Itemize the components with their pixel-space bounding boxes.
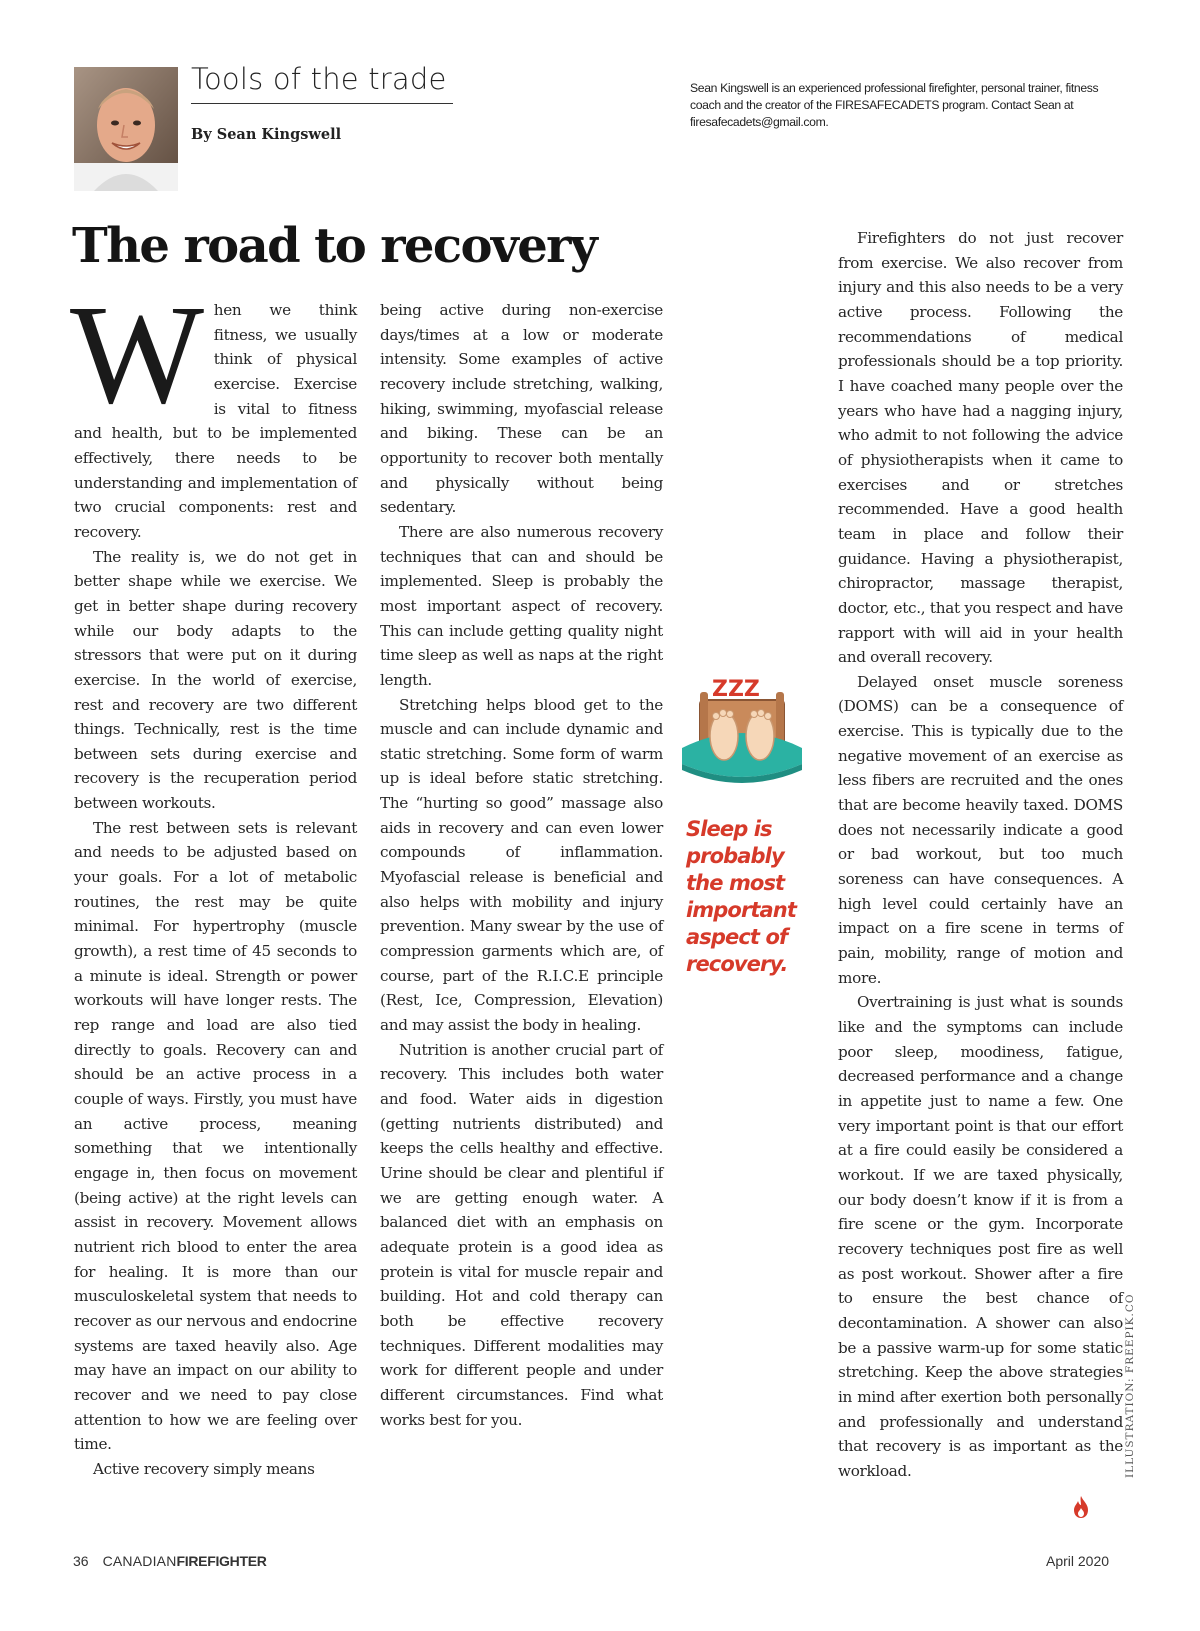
column-name: Tools of the trade <box>191 62 453 104</box>
article-paragraph: The rest between sets is relevant and needs to be adjusted based on your goals. For a lot of metabolic routines, the rest may be quite minimal. For hypertrophy (muscle growth), a rest time of 45 seconds to a minute is ideal. Strength or power workouts will have longer rests. The rep range and load are also tied directly to goals. Recovery can and should be an active process in a couple of ways. Firstly, you must have an active process, meaning something that we intentionally engage in, then focus on movement (being active) at the right levels can assist in recovery. Movement allows nutrient rich blood to enter the area for healing. It is more than our musculoskeletal system that needs to recover as our nervous and endocrine systems are taxed heavily also. Age may have an impact on our ability to recover and we need to pay close attention to how we are feeling over time. <box>74 818 357 1454</box>
page-folio <box>73 1553 267 1569</box>
article-paragraph: Delayed onset muscle soreness (DOMS) can be a consequence of exercise. This is typically due to the negative movement of an exercise as less fibers are recruited and the ones that are become heavily taxed. DOMS does not necessarily indicate a good or bad workout, but too much soreness can have consequences. A high level could certainly have an impact on a fire scene in terms of pain, mobility, range of motion and more. <box>838 672 1123 987</box>
byline: By Sean Kingswell <box>191 126 342 143</box>
article-column-1 <box>70 275 357 1482</box>
issue-date: April 2020 <box>1046 1553 1110 1569</box>
pull-quote: Sleep is probably the most important aspect of recovery. <box>686 817 796 976</box>
article-paragraph: Overtraining is just what is sounds like and the symptoms can include poor sleep, moodiness, fatigue, decreased performance and a change in appetite just to name a few. One very important point is that our effort at a fire could easily be considered a workout. If we are taxed physically, our body doesn’t know if it is from a fire scene or the gym. Incorporate recovery techniques post fire as well as post workout. Shower after a fire to ensure the best chance of decontamination. A shower can also be a passive warm-up for some static stretching. Keep the above strategies in mind after exertion both personally and professionally and understand that recovery is as important as the workload. <box>838 993 1123 1480</box>
article-paragraph: being active during non-exercise days/times at a low or moderate intensity. Some examples of active recovery include stretching, walking, hiking, swimming, myofascial release and biking. These can be an opportunity to recover both mentally and physically without being sedentary. <box>380 301 663 517</box>
article-paragraph <box>70 275 357 545</box>
magazine-name-part1: CANADIAN <box>102 1553 177 1569</box>
article-paragraph: Active recovery simply means <box>93 1459 315 1478</box>
sleep-illustration <box>678 678 806 790</box>
article-column-2 <box>380 298 663 1432</box>
illustration-credit: ILLUSTRATION: FREEPIK.CO <box>1124 1293 1136 1478</box>
article-paragraph: Stretching helps blood get to the muscle and can include dynamic and static stretching. Some form of warm up is ideal before static stretching. The “hurting so good” massage also aids in recovery and can even lower compounds of inflammation. Myofascial release is beneficial and also helps with mobility and injury prevention. Many swear by the use of compression garments which are, of course, part of the R.I.C.E principle (Rest, Ice, Compression, Elevation) and may assist the body in healing. <box>380 695 663 1035</box>
author-bio: Sean Kingswell is an experienced professional firefighter, personal trainer, fitness coach and the creator of the FIRESAFECADETS program. Contact Sean at firesafecadets@gmail.com. <box>690 81 1099 129</box>
page-number: 36 <box>73 1553 89 1569</box>
drop-cap: W <box>70 275 204 433</box>
article-paragraph: Firefighters do not just recover from exercise. We also recover from injury and this also needs to be a very active process. Following the recommendations of medical professionals should be a top priority. I have coached many people over the years who have had a nagging injury, who admit to not following the advice of physiotherapists when it came to exercises and or stretches recommended. Have a good health team in place and follow their guidance. Having a physiotherapist, chiropractor, massage therapist, doctor, etc., that you respect and have rapport with will aid in your health and overall recovery. <box>838 229 1123 667</box>
zzz-text: ZZZ <box>712 678 760 702</box>
magazine-name-part2: FIREFIGHTER <box>176 1553 267 1569</box>
article-paragraph: Nutrition is another crucial part of recovery. This includes both water and food. Water aids in digestion (getting nutrients distributed) and keeps the cells healthy and effective. Urine should be clear and plentiful if we are getting enough water. A balanced diet with an emphasis on adequate protein is a good idea as protein is vital for muscle repair and building. Hot and cold therapy can both be effective recovery techniques. Different modalities may work for different people and under different circumstances. Find what works best for you. <box>380 1040 663 1429</box>
article-headline: The road to recovery <box>72 218 597 274</box>
flame-icon <box>1073 1496 1089 1518</box>
article-paragraph: The reality is, we do not get in better shape while we exercise. We get in better shape during recovery while our body adapts to the stressors that were put on it during exercise. In the world of exercise, rest and recovery are two different things. Technically, rest is the time between sets during exercise and recovery is the recuperation period between workouts. <box>74 547 357 813</box>
article-paragraph: There are also numerous recovery techniques that can and should be implemented. Sleep is probably the most important aspect of recovery. This can include getting quality night time sleep as well as naps at the right length. <box>380 522 663 689</box>
paragraph-text: hen we think fitness, we usually think of physical exercise. Exercise is vital to fitness and health, but to be implemented effectively, there needs to be understanding and implementation of two crucial components: rest and recovery. <box>74 301 357 541</box>
author-photo <box>74 67 178 191</box>
article-column-3 <box>838 226 1123 1483</box>
